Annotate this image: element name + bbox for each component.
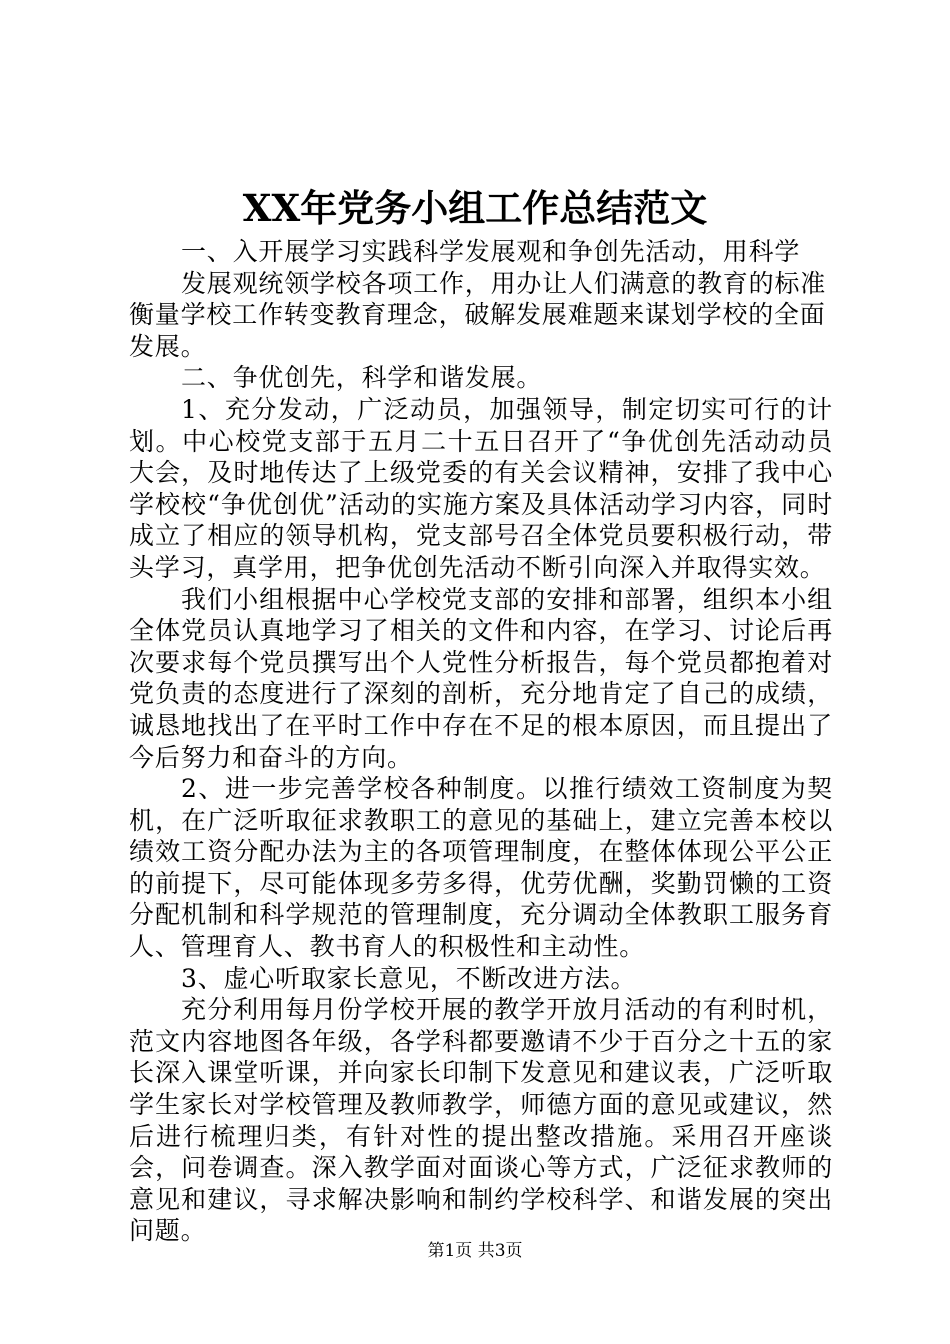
intro-paragraph [129, 236, 833, 362]
paragraph-group-study: 我们小组根据中心学校党支部的安排和部署，组织本小组全体党员认真地学习了相关的文件和内容，在学习、讨论后再次要求每个党员撰写出个人党性分析报告，每个党员都抱着对党负责的态度进行了深刻的剖析，充分地肯定了自己的成绩，诚恳地找出了在平时工作中存在不足的根本原因，而且提出了今后努力和奋斗的方向。 [129, 584, 833, 772]
intro-rest: 衡量学校工作转变教育理念，破解发展难题来谋划学校的全面发展。 [129, 300, 826, 361]
document-body [129, 236, 833, 1247]
document-title: XX年党务小组工作总结范文 [242, 186, 708, 230]
intro-line-2: 发展观统领学校各项工作，用办让人们满意的教育的标准 [181, 268, 827, 298]
paragraph-parent-feedback: 充分利用每月份学校开展的教学开放月活动的有利时机，范文内容地图各年级，各学科都要邀请不少于百分之十五的家长深入课堂听课，并向家长印制下发意见和建议表，广泛听取学生家长对学校管理及教师教学，师德方面的意见或建议，然后进行梳理归类，有针对性的提出整改措施。采用召开座谈会，问卷调查。深入教学面对面谈心等方式，广泛征求教师的意见和建议，寻求解决影响和制约学校科学、和谐发展的突出问题。 [129, 995, 833, 1246]
intro-line-1: 一、入开展学习实践科学发展观和争创先活动，用科学 [181, 237, 801, 266]
paragraph-item-3: 3、虚心听取家长意见，不断改进方法。 [181, 963, 637, 993]
paragraph-section-two: 二、争优创先，科学和谐发展。 [181, 363, 543, 393]
page-number-footer: 第1页 共3页 [427, 1241, 523, 1261]
paragraph-item-2: 2、进一步完善学校各种制度。以推行绩效工资制度为契机，在广泛听取征求教职工的意见的基础上，建立完善本校以绩效工资分配办法为主的各项管理制度，在整体体现公平公正的前提下，尽可能体现多劳多得，优劳优酬，奖勤罚懒的工资分配机制和科学规范的管理制度，充分调动全体教职工服务育人、管理育人、教书育人的积极性和主动性。 [129, 774, 833, 962]
paragraph-item-1: 1、充分发动，广泛动员，加强领导，制定切实可行的计划。中心校党支部于五月二十五日召开了“争优创先活动动员大会，及时地传达了上级党委的有关会议精神，安排了我中心学校校“争优创优”活动的实施方案及具体活动学习内容，同时成立了相应的领导机构，党支部号召全体党员要积极行动，带头学习，真学用，把争优创先活动不断引向深入并取得实效。 [129, 394, 833, 582]
